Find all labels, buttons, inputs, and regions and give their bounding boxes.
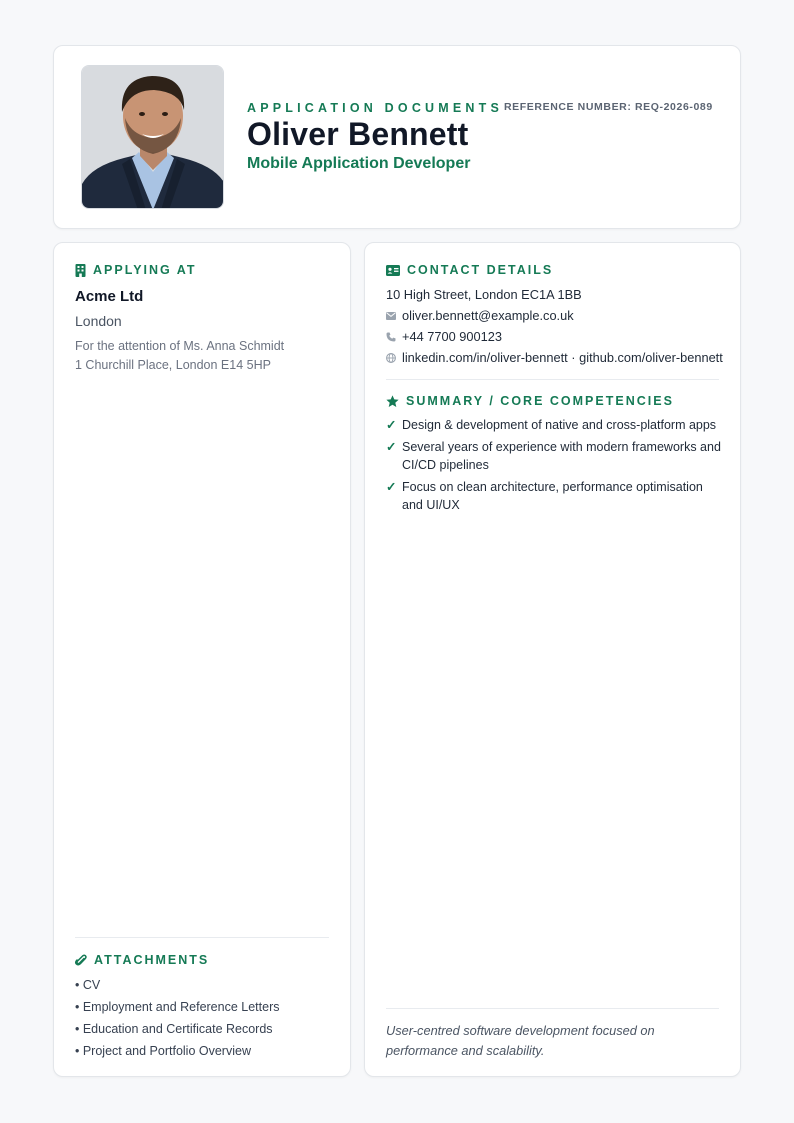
competency-text: Design & development of native and cross-platform apps (402, 418, 717, 432)
company-address: 1 Churchill Place, London E14 5HP (75, 358, 271, 372)
summary-footer: User-centred software development focused on performance and scalability. (386, 1023, 655, 1058)
reference-number: REFERENCE NUMBER: REQ-2026-089 (504, 101, 713, 113)
summary-title: SUMMARY / CORE COMPETENCIES (406, 394, 674, 408)
contact-address-text: 10 High Street, London EC1A 1BB (386, 287, 582, 302)
competency-item (386, 416, 721, 434)
company-name: Acme Ltd (75, 288, 144, 305)
building-icon (75, 264, 86, 277)
contact-address (386, 287, 582, 302)
attachment-item: • Education and Certificate Records (75, 1022, 273, 1036)
summary-section-title (386, 394, 674, 408)
attention-line: For the attention of Ms. Anna Schmidt (75, 339, 285, 353)
attachment-item: • Project and Portfolio Overview (75, 1044, 251, 1058)
competency-item (386, 438, 721, 474)
competencies-list (386, 416, 721, 518)
contact-links[interactable] (386, 350, 723, 365)
applying-card (53, 242, 351, 1077)
profile-photo (81, 65, 224, 209)
header-card (53, 45, 741, 229)
competency-text: Several years of experience with modern frameworks and CI/CD pipelines (402, 440, 721, 472)
applicant-role: Mobile Application Developer (247, 155, 471, 172)
paperclip-icon (75, 954, 87, 967)
contact-links-text[interactable]: linkedin.com/in/oliver-bennett · github.com/oliver-bennett (402, 350, 723, 365)
globe-icon (386, 353, 396, 363)
attachments-list (75, 977, 279, 1065)
contact-phone-text[interactable]: +44 7700 900123 (402, 329, 502, 344)
contact-phone[interactable] (386, 329, 502, 344)
star-icon (386, 395, 399, 408)
divider (386, 379, 719, 380)
document-eyebrow: APPLICATION DOCUMENTS (247, 101, 504, 115)
attachments-section-title (75, 953, 209, 967)
competency-item (386, 478, 721, 514)
check-icon: ✓ (386, 480, 397, 494)
contact-email-text[interactable]: oliver.bennett@example.co.uk (402, 308, 574, 323)
competency-text: Focus on clean architecture, performance optimisation and UI/UX (402, 480, 703, 512)
phone-icon (386, 332, 396, 342)
envelope-icon (386, 312, 396, 320)
contact-card (364, 242, 741, 1077)
check-icon: ✓ (386, 440, 397, 454)
contact-section-title (386, 263, 553, 277)
id-card-icon (386, 265, 400, 276)
attachment-item: • Employment and Reference Letters (75, 1000, 280, 1014)
contact-email[interactable] (386, 308, 574, 323)
contact-title: CONTACT DETAILS (407, 263, 554, 277)
attachments-title: ATTACHMENTS (94, 953, 210, 967)
divider (386, 1008, 719, 1009)
applying-section-title (75, 263, 197, 277)
attachment-item: • CV (75, 978, 101, 992)
company-city: London (75, 313, 122, 329)
recipient-block (75, 337, 284, 375)
check-icon: ✓ (386, 418, 397, 432)
divider (75, 937, 329, 938)
applicant-name: Oliver Bennett (247, 116, 469, 152)
applying-title: APPLYING AT (93, 263, 197, 277)
portrait-image (82, 66, 224, 209)
